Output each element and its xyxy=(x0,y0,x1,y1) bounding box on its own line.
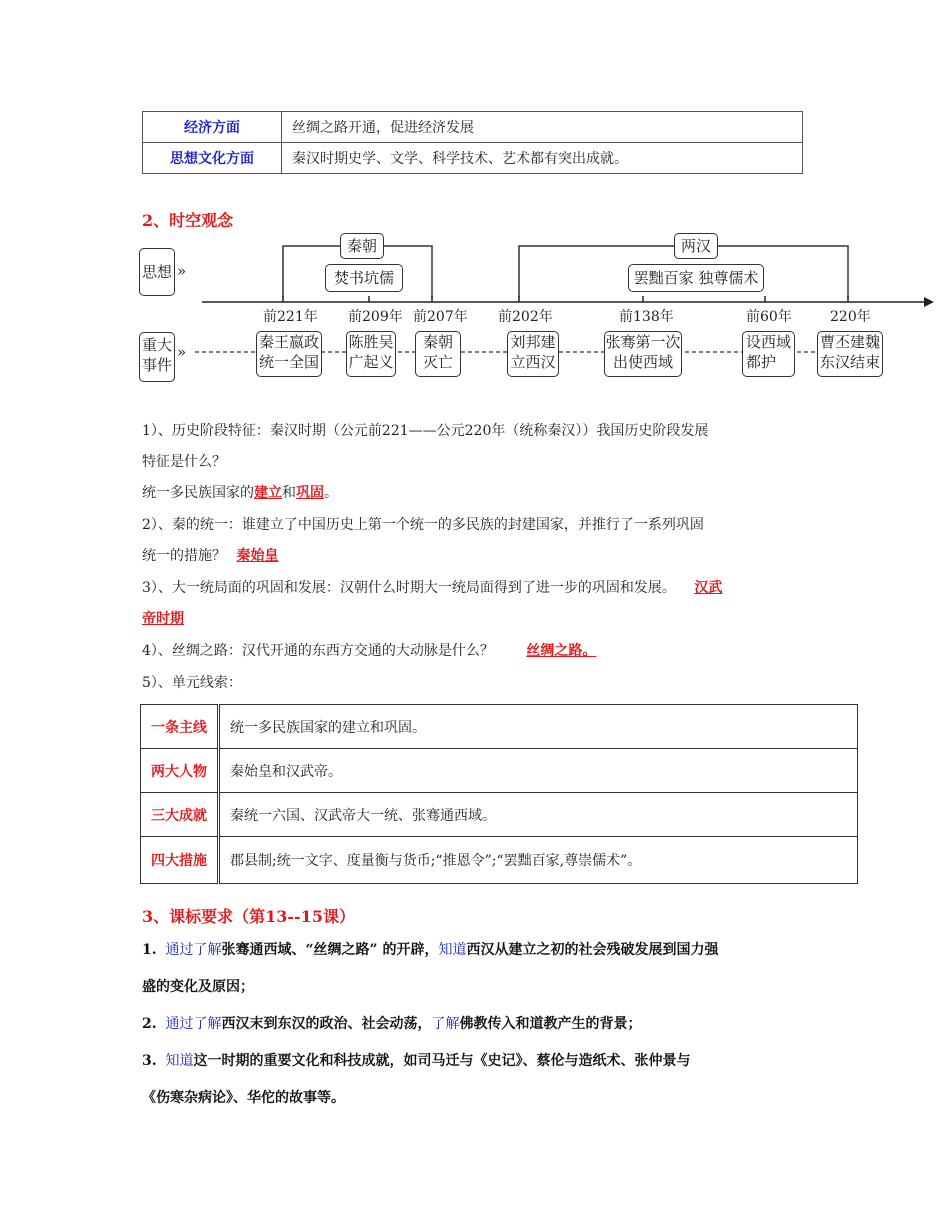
event-box xyxy=(742,331,795,377)
req-keyword: 通过了解 xyxy=(165,942,222,958)
row-value: 郡县制;统一文字、度量衡与货币;“推恩令”;“罢黜百家,尊崇儒术”。 xyxy=(219,837,858,884)
row-key: 一条主线 xyxy=(141,705,219,749)
requirement-3-line-2: 《伤寒杂病论》、华佗的故事等。 xyxy=(142,1090,345,1106)
row-key: 四大措施 xyxy=(141,837,219,884)
event-line: 立西汉 xyxy=(510,353,556,371)
requirement-2 xyxy=(142,1014,642,1034)
answer-keyword: 帝时期 xyxy=(142,611,184,627)
question-2-line-2 xyxy=(142,546,278,566)
req-keyword: 通过了解 xyxy=(165,1016,222,1032)
req-text: 张骞通西域、“丝绸之路” 的开辟， xyxy=(221,942,439,958)
event-line: 灭亡 xyxy=(422,353,453,371)
table-row xyxy=(141,793,858,837)
question-text: 3）、大一统局面的巩固和发展：汉朝什么时期大一统局面得到了进一步的巩固和发展。 xyxy=(142,580,676,596)
event-line: 东汉结束 xyxy=(819,353,880,371)
answer-keyword: 汉武 xyxy=(694,580,723,596)
requirement-1-line-2: 盛的变化及原因； xyxy=(142,979,254,995)
event-box xyxy=(507,331,559,377)
req-text: 这一时期的重要文化和科技成就，如司马迁与《史记》、蔡伦与造纸术、张仲景与 xyxy=(193,1053,691,1069)
event-label xyxy=(139,332,175,382)
year-label: 前202年 xyxy=(498,309,553,325)
event-line: 曹丕建魏 xyxy=(819,333,880,351)
event-line: 张骞第一次 xyxy=(605,333,681,351)
event-box xyxy=(817,331,883,377)
answer-text: 统一多民族国家的 xyxy=(142,485,254,501)
answer-3-line-2 xyxy=(142,609,184,629)
answer-1 xyxy=(142,483,338,503)
req-keyword: 了解 xyxy=(431,1016,460,1032)
thought-arrow-icon: » xyxy=(177,262,187,280)
row-value: 丝绸之路开通，促进经济发展 xyxy=(282,112,803,143)
answer-keyword: 秦始皇 xyxy=(236,548,279,564)
question-5: 5）、单元线索： xyxy=(142,675,242,691)
req-number: 3. xyxy=(142,1053,157,1069)
han-thought-box: 罢黜百家 独尊儒术 xyxy=(628,264,764,292)
event-box xyxy=(415,331,461,377)
row-value: 秦汉时期史学、文学、科学技术、艺术都有突出成就。 xyxy=(282,143,803,174)
answer-text: 和 xyxy=(282,485,296,501)
thought-label xyxy=(139,248,175,296)
table-row xyxy=(141,705,858,749)
event-box xyxy=(256,331,322,377)
unit-clue-table xyxy=(140,704,858,884)
row-value: 秦始皇和汉武帝。 xyxy=(219,749,858,793)
req-number: 2. xyxy=(142,1016,157,1032)
year-label: 前207年 xyxy=(413,309,468,325)
row-key: 三大成就 xyxy=(141,793,219,837)
requirement-3-line-1 xyxy=(142,1051,691,1071)
qin-thought-box: 焚书坑儒 xyxy=(325,264,403,292)
event-line: 都护 xyxy=(746,353,777,371)
table-row xyxy=(141,749,858,793)
req-text: 佛教传入和道教产生的背景； xyxy=(459,1016,642,1032)
req-keyword: 知道 xyxy=(165,1053,194,1069)
answer-keyword: 丝绸之路。 xyxy=(526,643,597,659)
thought-label-text: 思想 xyxy=(141,263,172,281)
event-line: 广起义 xyxy=(348,353,394,371)
row-value: 秦统一六国、汉武帝大一统、张骞通西域。 xyxy=(219,793,858,837)
question-1-line-1: 1）、历史阶段特征：秦汉时期（公元前221——公元220年（统称秦汉））我国历史阶段发展 xyxy=(142,423,709,439)
question-text: 4）、丝绸之路：汉代开通的东西方交通的大动脉是什么？ xyxy=(142,643,494,659)
question-text: 统一的措施？ xyxy=(142,548,226,564)
answer-keyword: 建立 xyxy=(254,485,282,501)
req-number: 1. xyxy=(142,942,157,958)
year-label: 前138年 xyxy=(619,309,674,325)
year-label: 220年 xyxy=(830,309,871,325)
event-line: 统一全国 xyxy=(258,353,319,371)
event-label-line-2: 事件 xyxy=(141,356,172,374)
answer-text: 。 xyxy=(324,485,338,501)
event-line: 刘邦建 xyxy=(510,333,556,351)
event-line: 设西域 xyxy=(746,333,792,351)
req-text: 西汉末到东汉的政治、社会动荡， xyxy=(221,1016,432,1032)
event-label-line-1: 重大 xyxy=(141,336,172,354)
event-line: 陈胜吴 xyxy=(348,333,394,351)
event-line: 出使西域 xyxy=(612,353,673,371)
han-dynasty-label: 两汉 xyxy=(674,233,718,259)
question-2-line-1: 2）、秦的统一：谁建立了中国历史上第一个统一的多民族的封建国家，并推行了一系列巩固 xyxy=(142,517,704,533)
event-line: 秦朝 xyxy=(422,333,453,351)
year-label: 前209年 xyxy=(348,309,403,325)
requirement-1-line-1 xyxy=(142,940,718,960)
req-text: 西汉从建立之初的社会残破发展到国力强 xyxy=(466,942,719,958)
qin-dynasty-label: 秦朝 xyxy=(340,233,384,259)
section-title-2: 2、时空观念 xyxy=(142,211,234,230)
row-key: 两大人物 xyxy=(141,749,219,793)
event-line: 秦王嬴政 xyxy=(258,333,319,351)
row-key: 经济方面 xyxy=(143,112,282,143)
year-label: 前221年 xyxy=(263,309,318,325)
req-keyword: 知道 xyxy=(438,942,467,958)
row-value: 统一多民族国家的建立和巩固。 xyxy=(219,705,858,749)
row-key: 思想文化方面 xyxy=(143,143,282,174)
table-row xyxy=(141,837,858,884)
question-1-line-2: 特征是什么？ xyxy=(142,454,226,470)
event-box xyxy=(346,331,396,377)
year-label: 前60年 xyxy=(746,309,792,325)
event-arrow-icon: » xyxy=(177,343,187,361)
event-box xyxy=(604,331,682,377)
section-title-3: 3、课标要求（第13--15课） xyxy=(142,907,355,926)
question-3-line-1 xyxy=(142,578,722,598)
answer-keyword: 巩固 xyxy=(296,485,324,501)
question-4 xyxy=(142,641,596,661)
